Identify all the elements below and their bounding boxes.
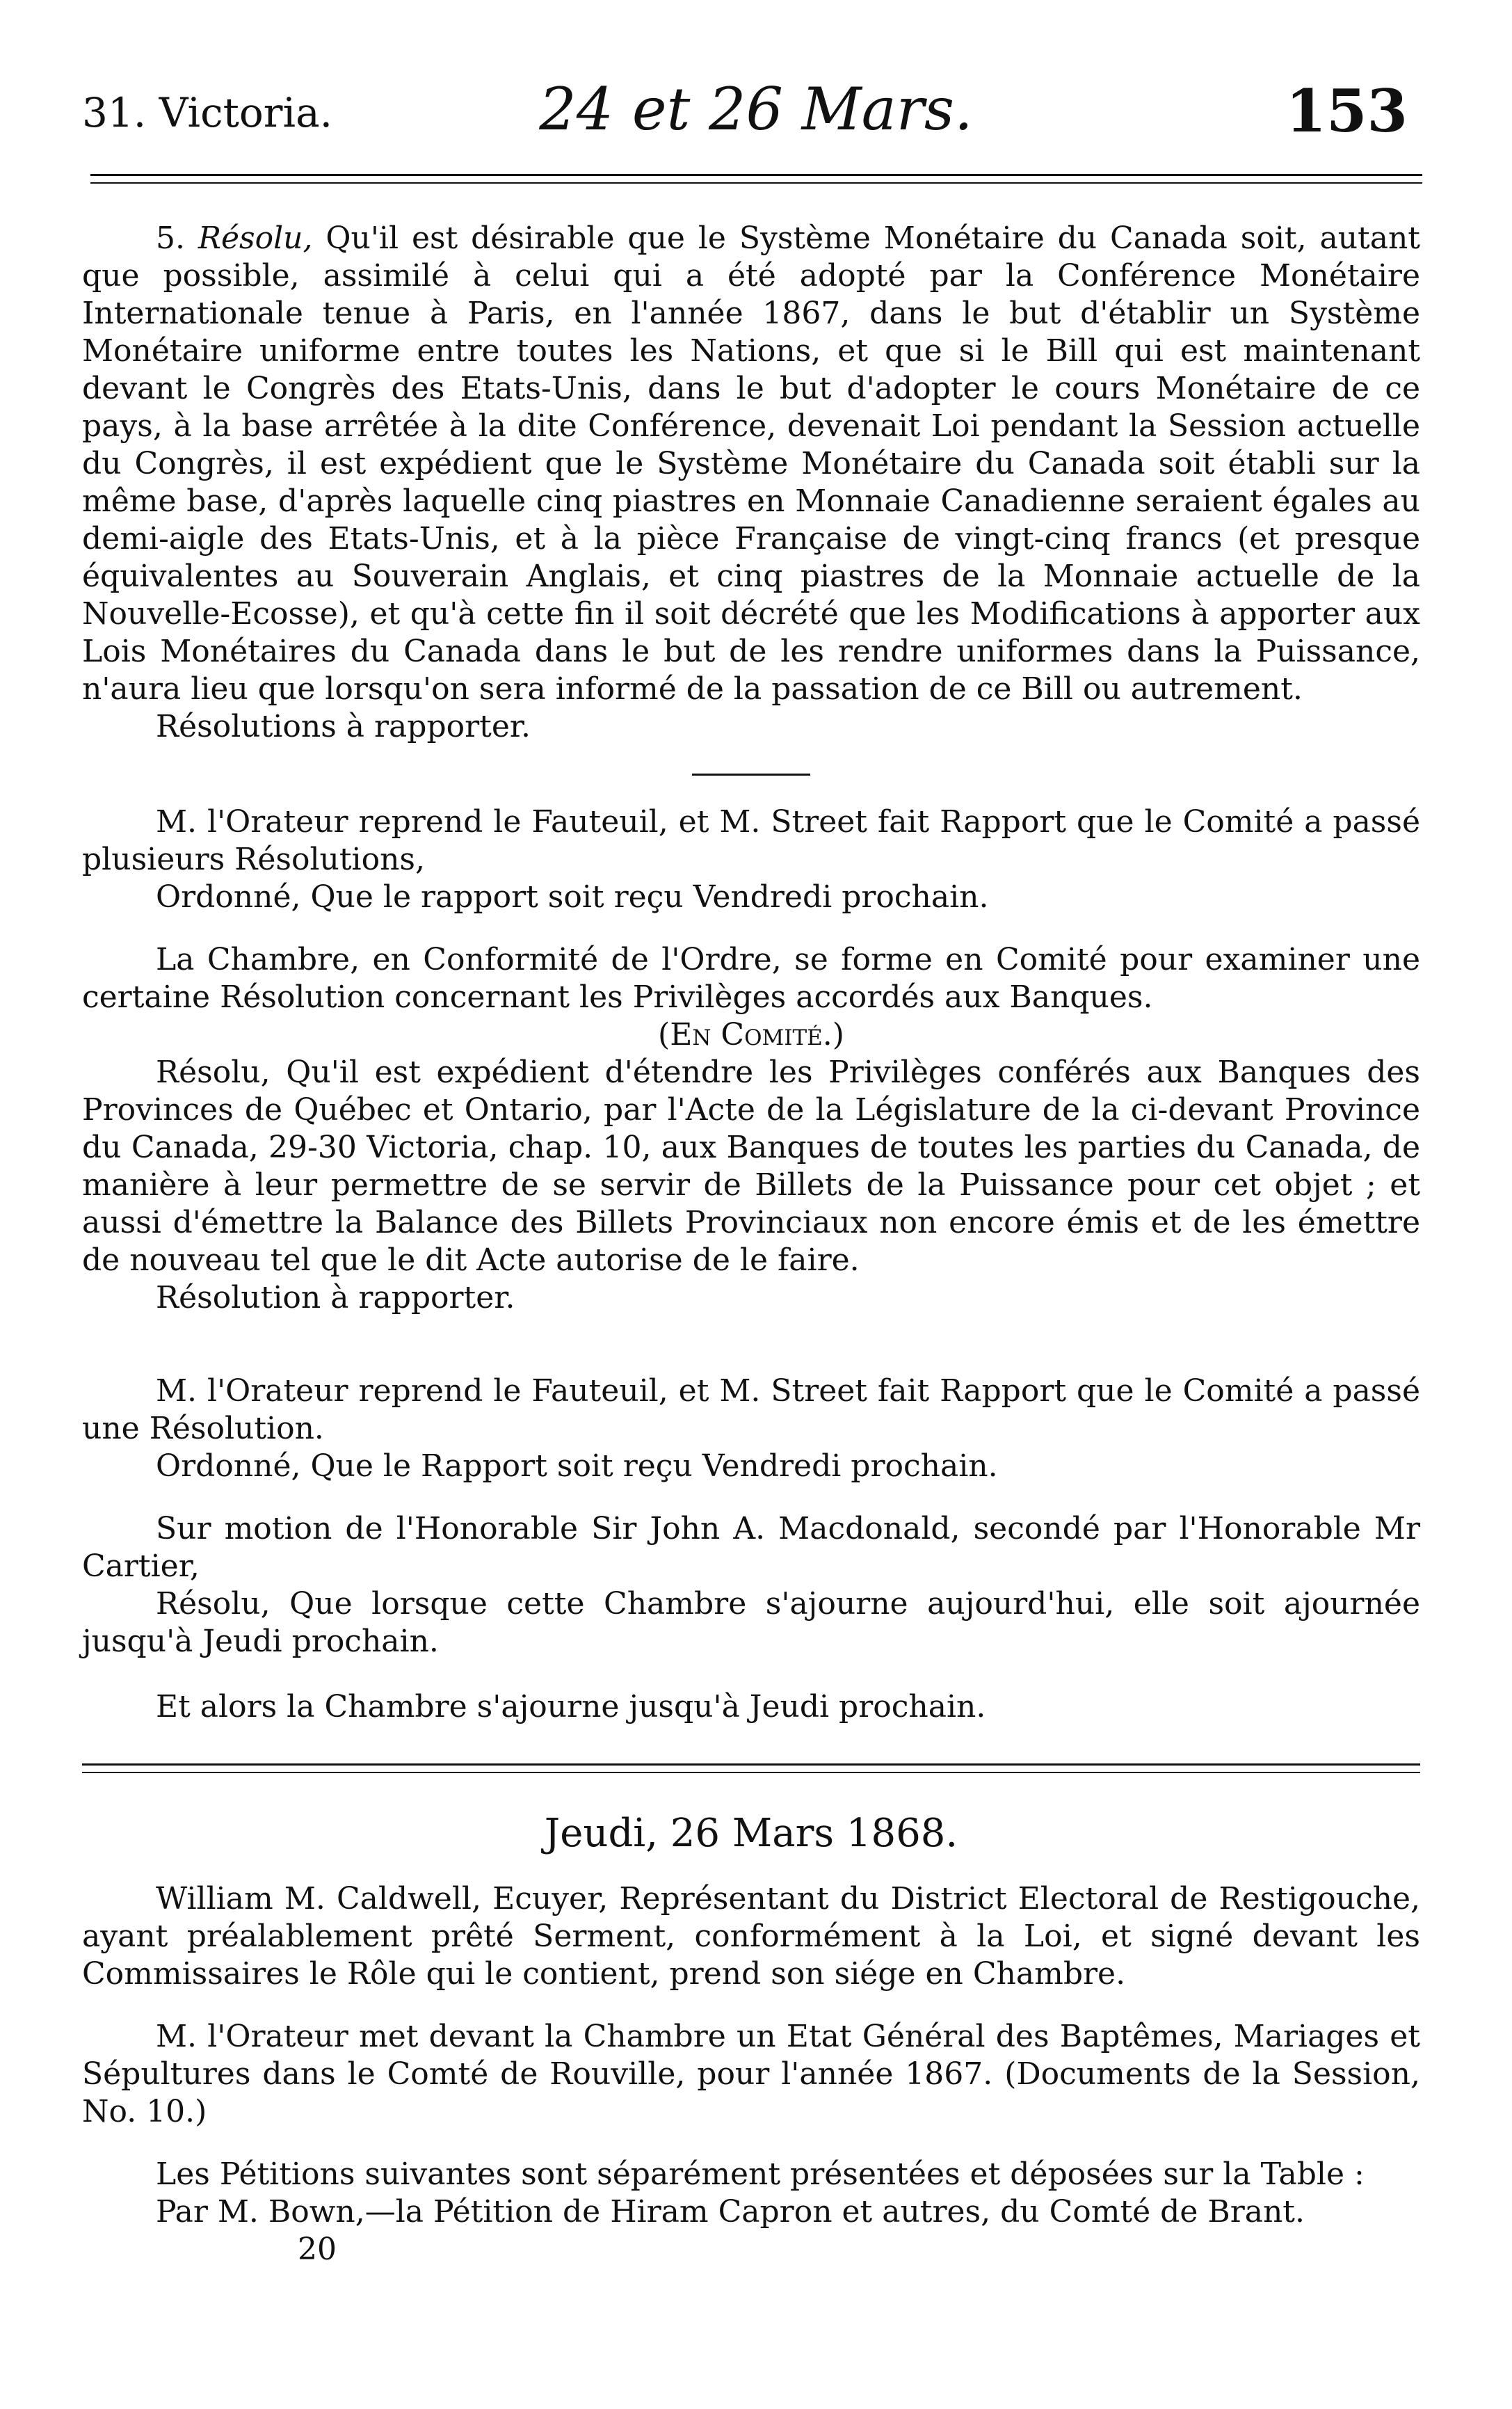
petitions-intro: Les Pétitions suivantes sont séparément présentées et déposées sur la Table : [156,2156,1365,2192]
header-double-rule [90,174,1422,190]
main-text [82,220,1420,2268]
section-double-rule [82,1763,1420,1773]
committee-closing: Résolution à rapporter. [156,1280,515,1315]
header-regnal-year: 31. Victoria. [82,89,333,136]
adjournment: Et alors la Chambre s'ajourne jusqu'à Jeudi prochain. [156,1689,986,1724]
header-date: 24 et 26 Mars. [539,75,973,143]
committee-heading: (En Comité.) [658,1017,844,1053]
report-1: M. l'Orateur reprend le Fauteuil, et M. Street fait Rapport que le Comité a passé plusieurs Résolutions, [82,804,1420,877]
page-number: 153 [1285,77,1408,145]
committee-resolution: Résolu, Qu'il est expédient d'étendre les Privilèges conférés aux Banques des Provinces de Québec et Ontario, par l'Acte de la Législature de la ci-devant Province du Canada, 29-30 Victoria, chap. 10, aux Banques de toutes les parties du Canada, de manière à leur permettre de se servir de Billets de la Puissance pour cet objet ; et aussi d'émettre la Balance des Billets Provinciaux non encore émis et de les émettre de nouveau tel que le dit Acte autorise de le faire. [82,1055,1420,1278]
committee-intro: La Chambre, en Conformité de l'Ordre, se forme en Comité pour examiner une certaine Résolution concernant les Privilèges accordés aux Banques. [82,942,1420,1015]
etat-paragraph: M. l'Orateur met devant la Chambre un Etat Général des Baptêmes, Mariages et Sépultures dans le Comté de Rouville, pour l'année 1867. (Documents de la Session, No. 10.) [82,2019,1420,2129]
motion: Sur motion de l'Honorable Sir John A. Macdonald, secondé par l'Honorable Mr Cartier, [82,1511,1420,1584]
caldwell-paragraph: William M. Caldwell, Ecuyer, Représentant du District Electoral de Restigouche, ayant préalablement prêté Serment, conformément à la Loi, et signé devant les Commissaires le Rôle qui le contient, prend son siége en Chambre. [82,1881,1420,1992]
petition-1: Par M. Bown,—la Pétition de Hiram Capron et autres, du Comté de Brant. [156,2194,1305,2230]
running-header [0,68,1512,145]
resolution-text: Qu'il est désirable que le Système Monétaire du Canada soit, autant que possible, assimilé à celui qui a été adopté par la Conférence Monétaire Internationale tenue à Paris, en l'année 1867, dans le but d'établir un Système Monétaire uniforme entre toutes les Nations, et que si le Bill qui est maintenant devant le Congrès des Etats-Unis, dans le but d'adopter le cours Monétaire de ce pays, à la base arrêtée à la dite Conférence, devenait Loi pendant la Session actuelle du Congrès, il est expédient que le Système Monétaire du Canada soit établi sur la même base, d'après laquelle cinq piastres en Monnaie Canadienne seraient égales au demi-aigle des Etats-Unis, et à la pièce Française de vingt-cinq francs (et presque équivalentes au Souverain Anglais, et cinq piastres de la Monnaie actuelle de la Nouvelle-Ecosse), et qu'à cette fin il soit décrété que les Modifications à apporter aux Lois Monétaires du Canada dans le but de les rendre uniformes dans la Puissance, n'aura lieu que lorsqu'on sera informé de la passation de ce Bill ou autrement. [82,221,1420,707]
order-2: Ordonné, Que le Rapport soit reçu Vendredi prochain. [156,1448,998,1484]
report-2: M. l'Orateur reprend le Fauteuil, et M. Street fait Rapport que le Comité a passé une Résolution. [82,1373,1420,1446]
resolution-5 [82,220,1420,708]
signature-mark: 20 [298,2232,337,2267]
resolution-label: Résolu, [198,221,313,256]
resolutions-to-report: Résolutions à rapporter. [156,709,531,744]
resolution-number: 5. [156,221,185,256]
order-1: Ordonné, Que le rapport soit reçu Vendredi prochain. [156,879,989,915]
dateline: Jeudi, 26 Mars 1868. [544,1811,958,1856]
motion-resolution: Résolu, Que lorsque cette Chambre s'ajourne aujourd'hui, elle soit ajournée jusqu'à Jeudi prochain. [82,1586,1420,1659]
